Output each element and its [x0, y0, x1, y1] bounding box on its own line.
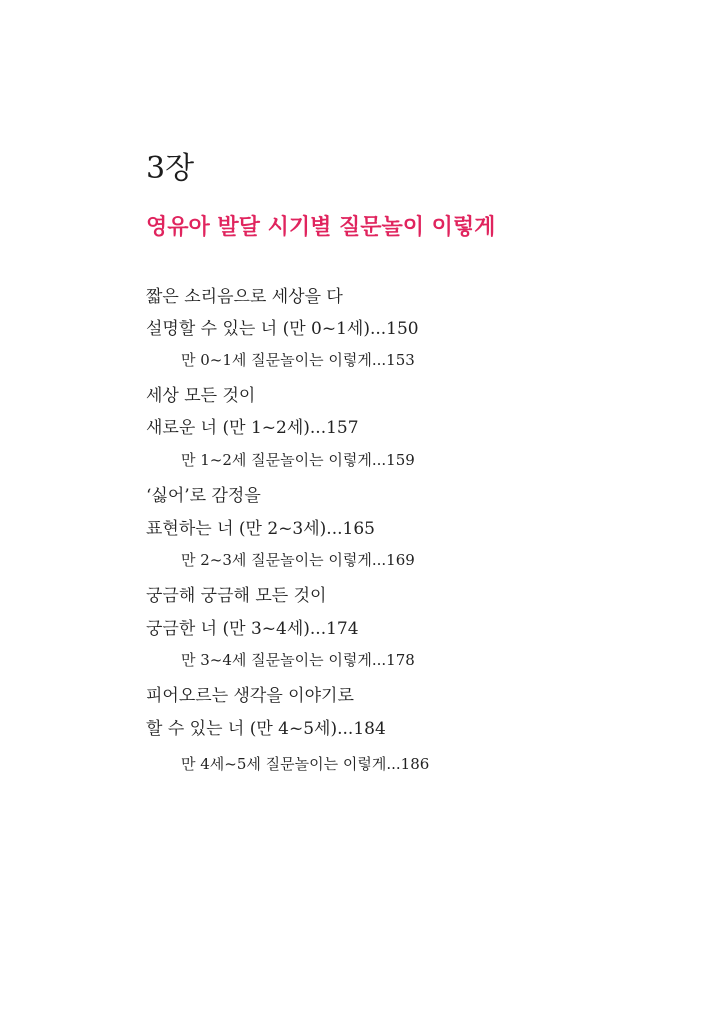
toc-entry-3-line-2: 표현하는 너 (만 2~3세)...165 — [146, 519, 375, 539]
toc-entry-5-line-2: 할 수 있는 너 (만 4~5세)...184 — [146, 719, 386, 739]
toc-subentry-5: 만 4세~5세 질문놀이는 이렇게...186 — [181, 755, 430, 773]
toc-entry-2-line-2: 새로운 너 (만 1~2세)...157 — [146, 418, 359, 438]
toc-entry-3-line-1: ‘싫어’로 감정을 — [146, 486, 261, 506]
toc-subentry-1: 만 0~1세 질문놀이는 이렇게...153 — [181, 351, 415, 369]
toc-entry-2-line-1: 세상 모든 것이 — [146, 386, 256, 406]
toc-subentry-2: 만 1~2세 질문놀이는 이렇게...159 — [181, 451, 415, 469]
toc-entry-1-line-2: 설명할 수 있는 너 (만 0~1세)...150 — [146, 319, 419, 339]
toc-entry-4-line-1: 궁금해 궁금해 모든 것이 — [146, 586, 327, 606]
toc-entry-1-line-1: 짧은 소리음으로 세상을 다 — [146, 287, 343, 307]
chapter-title: 영유아 발달 시기별 질문놀이 이렇게 — [146, 215, 496, 240]
toc-subentry-3: 만 2~3세 질문놀이는 이렇게...169 — [181, 551, 415, 569]
toc-entry-4-line-2: 궁금한 너 (만 3~4세)...174 — [146, 619, 359, 639]
toc-subentry-4: 만 3~4세 질문놀이는 이렇게...178 — [181, 651, 415, 669]
toc-entry-5-line-1: 피어오르는 생각을 이야기로 — [146, 686, 354, 706]
chapter-number: 3장 — [146, 151, 195, 186]
